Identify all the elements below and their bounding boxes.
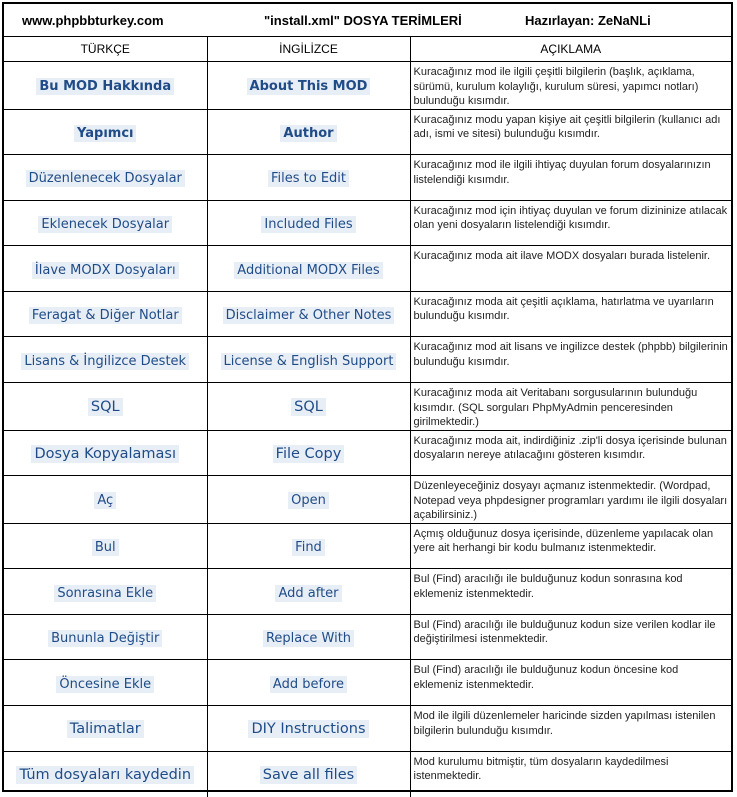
turkish-term: Feragat & Diğer Notlar: [29, 307, 182, 324]
table-row: [4, 660, 731, 706]
english-term: License & English Support: [221, 353, 397, 370]
table-row: [4, 200, 731, 246]
english-term: Author: [280, 125, 336, 142]
column-header-description: AÇIKLAMA: [410, 37, 731, 62]
english-cell: [207, 337, 410, 383]
english-term: Files to Edit: [268, 170, 349, 187]
header-bar: [4, 4, 731, 37]
terms-sheet: [2, 2, 733, 792]
english-cell: [207, 200, 410, 246]
english-cell: [207, 523, 410, 569]
description-cell: Bul (Find) aracılığı ile bulduğunuz kodun öncesine kod eklemeniz istenmektedir.: [410, 660, 731, 706]
description-cell: Bul (Find) aracılığı ile bulduğunuz kodun size verilen kodlar ile değiştirilmesi istenmektedir.: [410, 614, 731, 660]
table-row: [4, 62, 731, 110]
english-term: Disclaimer & Other Notes: [223, 307, 395, 324]
description-cell: Mod kurulumu bitmiştir, tüm dosyaların kaydedilmesi istenmektedir.: [413, 755, 669, 783]
table-row: [4, 246, 731, 292]
english-term: About This MOD: [247, 78, 371, 95]
description-cell: Kuracağınız moda ait Veritabanı sorgusularının bulunduğu kısımdır. (SQL sorguları PhpMyAdmin penceresinden girilmektedir.): [410, 383, 731, 431]
english-cell: [207, 430, 410, 476]
english-cell: [207, 476, 410, 524]
turkish-term: SQL: [88, 398, 123, 416]
english-term: Find: [292, 539, 325, 556]
description-cell: Kuracağınız mod ait lisans ve ingilizce destek (phpbb) bilgilerinin bulunduğu kısımdır.: [410, 337, 731, 383]
english-cell: [207, 614, 410, 660]
description-cell: Kuracağınız mod ile ilgili ihtiyaç duyulan forum dosyalarınızın listelendiği kısımdır.: [410, 155, 731, 201]
turkish-cell: [4, 200, 207, 246]
turkish-cell: [4, 614, 207, 660]
english-term: Replace With: [263, 630, 354, 647]
turkish-term: Öncesine Ekle: [56, 676, 154, 693]
turkish-term: İlave MODX Dosyaları: [32, 262, 179, 279]
turkish-term: Sonrasına Ekle: [54, 585, 156, 602]
table-row: [4, 476, 731, 524]
turkish-cell: [4, 291, 207, 337]
english-cell: [207, 62, 410, 110]
description-cell: Mod ile ilgili düzenlemeler haricinde sizden yapılması istenilen bilgilerin bulunduğu kısımdır.: [410, 706, 731, 752]
table-row: [4, 569, 731, 615]
description-cell: Kuracağınız moda ait ilave MODX dosyaları burada listelenir.: [410, 246, 731, 292]
turkish-term: Dosya Kopyalaması: [31, 445, 179, 463]
english-cell: [207, 291, 410, 337]
english-cell: [207, 155, 410, 201]
description-cell: Kuracağınız moda ait, indirdiğiniz .zip'li dosya içerisinde bulunan dosyaların nereye atılacağını gösteren kısımdır.: [410, 430, 731, 476]
turkish-cell: [4, 155, 207, 201]
turkish-cell: [4, 383, 207, 431]
turkish-cell: [4, 246, 207, 292]
english-cell: [207, 246, 410, 292]
turkish-term: Bununla Değiştir: [48, 630, 162, 647]
english-cell: [207, 706, 410, 752]
table-row: [4, 706, 731, 752]
turkish-term: Düzenlenecek Dosyalar: [26, 170, 185, 187]
english-cell: [207, 109, 410, 155]
site-name: www.phpbbturkey.com: [22, 13, 164, 28]
turkish-cell: [4, 476, 207, 524]
description-cell: Düzenleyeceğiniz dosyayı açmanız istenmektedir. (Wordpad, Notepad veya phpdesigner programları yardımı ile ilgili dosyaları açabilirsiniz.): [410, 476, 731, 524]
table-row: [4, 430, 731, 476]
turkish-term: Lisans & İngilizce Destek: [21, 353, 189, 370]
english-term: Save all files: [260, 766, 357, 784]
english-term: SQL: [291, 398, 326, 416]
description-cell: Kuracağınız mod ile ilgili çeşitli bilgilerin (başlık, açıklama, sürümü, kurulum kolaylığı, kurulum süresi, yapımcı notları) bulunduğu kısımdır.: [410, 62, 731, 110]
description-cell: Kuracağınız moda ait çeşitli açıklama, hatırlatma ve uyarıların bulunduğu kısımdır.: [410, 291, 731, 337]
table-row: [4, 523, 731, 569]
turkish-term: Eklenecek Dosyalar: [38, 216, 172, 233]
turkish-cell: [4, 751, 207, 797]
table-row: [4, 291, 731, 337]
turkish-term: Talimatlar: [67, 720, 144, 738]
turkish-term: Tüm dosyaları kaydedin: [16, 766, 194, 784]
table-row: [4, 383, 731, 431]
turkish-term: Aç: [94, 492, 116, 509]
table-row: [4, 614, 731, 660]
english-term: Additional MODX Files: [234, 262, 382, 279]
turkish-cell: [4, 706, 207, 752]
english-term: DIY Instructions: [248, 720, 368, 738]
turkish-term: Yapımcı: [74, 125, 136, 142]
description-cell: Kuracağınız modu yapan kişiye ait çeşitli bilgilerin (kullanıcı adı adı, ismi ve sitesi) bulunduğu kısımdır.: [410, 109, 731, 155]
table-row: [4, 751, 731, 797]
turkish-cell: [4, 337, 207, 383]
turkish-cell: [4, 523, 207, 569]
column-header-english: İNGİLİZCE: [207, 37, 410, 62]
turkish-cell: [4, 569, 207, 615]
english-cell: [207, 569, 410, 615]
english-cell: [207, 660, 410, 706]
description-cell: Bul (Find) aracılığı ile bulduğunuz kodun sonrasına kod eklemeniz istenmektedir.: [410, 569, 731, 615]
english-term: Add after: [275, 585, 341, 602]
table-row: [4, 337, 731, 383]
english-term: Add before: [270, 676, 347, 693]
prepared-by: Hazırlayan: ZeNaNLi: [525, 13, 651, 28]
terms-table: [4, 37, 731, 797]
english-cell: [207, 383, 410, 431]
column-header-turkish: TÜRKÇE: [4, 37, 207, 62]
description-cell: Açmış olduğunuz dosya içerisinde, düzenleme yapılacak olan yere ait herhangi bir kodu bulmanız istenmektedir.: [410, 523, 731, 569]
english-cell: [207, 751, 410, 797]
table-row: [4, 109, 731, 155]
turkish-term: Bul: [92, 539, 119, 556]
english-term: Included Files: [261, 216, 355, 233]
document-title: "install.xml" DOSYA TERİMLERİ: [264, 13, 462, 28]
turkish-cell: [4, 430, 207, 476]
turkish-term: Bu MOD Hakkında: [36, 78, 174, 95]
table-row: [4, 155, 731, 201]
turkish-cell: [4, 62, 207, 110]
turkish-cell: [4, 660, 207, 706]
description-cell: Kuracağınız mod için ihtiyaç duyulan ve forum dizininize atılacak olan yeni dosyaların listelendiği kısımdır.: [410, 200, 731, 246]
english-term: Open: [288, 492, 329, 509]
english-term: File Copy: [273, 445, 345, 463]
turkish-cell: [4, 109, 207, 155]
